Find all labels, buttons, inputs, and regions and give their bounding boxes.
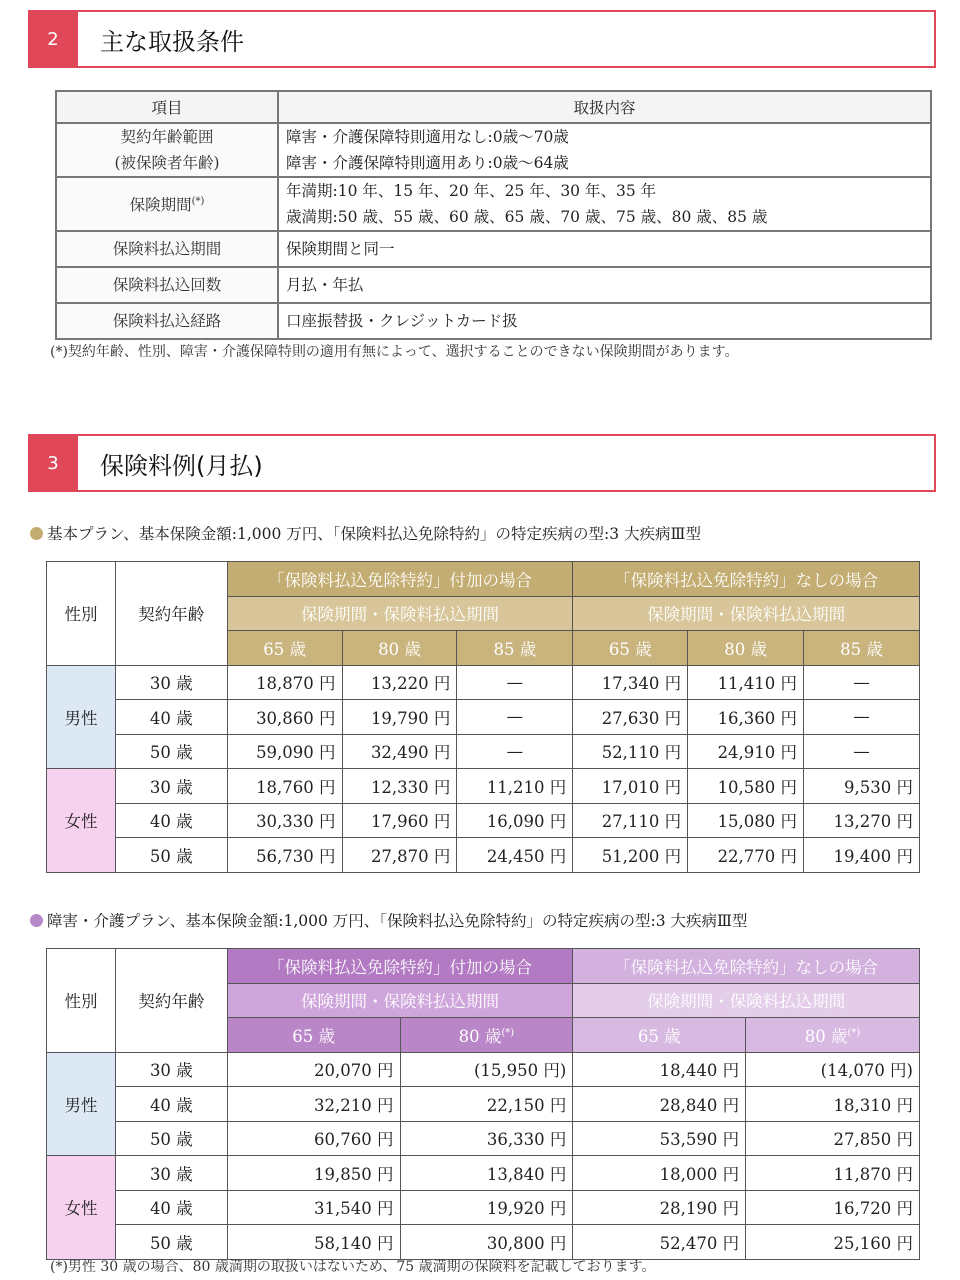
premium-cell: 11,410 円 <box>688 665 804 700</box>
premium-cell: 59,090 円 <box>227 734 342 769</box>
premium-cell: 9,530 円 <box>804 769 920 804</box>
header-term: 80 歳(*) <box>746 1018 920 1053</box>
premium-cell: 31,540 円 <box>227 1190 400 1225</box>
premium-cell: 25,160 円 <box>746 1225 920 1260</box>
sex-male: 男性 <box>47 665 116 769</box>
age-cell: 50 歳 <box>115 838 227 873</box>
premium-cell: 52,110 円 <box>573 734 688 769</box>
age-cell: 50 歳 <box>115 1225 227 1260</box>
premium-cell: 27,110 円 <box>573 803 688 838</box>
header-term: 65 歳 <box>573 631 688 666</box>
age-cell: 40 歳 <box>115 1087 227 1122</box>
row-value: 口座振替扱・クレジットカード扱 <box>278 303 931 339</box>
section-title: 主な取扱条件 <box>100 27 244 56</box>
premium-cell: 53,590 円 <box>573 1121 746 1156</box>
age-cell: 40 歳 <box>115 803 227 838</box>
table-row <box>47 700 920 735</box>
conditions-table <box>55 90 932 340</box>
table-row <box>47 803 920 838</box>
sex-female: 女性 <box>47 769 116 873</box>
premium-cell: 11,870 円 <box>746 1156 920 1191</box>
premium-cell: 19,920 円 <box>400 1190 573 1225</box>
premium-cell: 18,870 円 <box>227 665 342 700</box>
section-2-header <box>28 10 936 68</box>
header-group-without: 「保険料払込免除特約」なしの場合 <box>573 562 920 597</box>
table-row <box>47 769 920 804</box>
premium-cell: (15,950 円) <box>400 1052 573 1087</box>
premium-cell: 18,760 円 <box>227 769 342 804</box>
premium-cell: 51,200 円 <box>573 838 688 873</box>
table-row <box>47 1190 920 1225</box>
table-row <box>47 1052 920 1087</box>
premium-cell: 12,330 円 <box>342 769 457 804</box>
premium-cell: 28,840 円 <box>573 1087 746 1122</box>
bullet-icon <box>30 527 43 540</box>
premium-cell: 52,470 円 <box>573 1225 746 1260</box>
header-period: 保険期間・保険料払込期間 <box>227 983 573 1018</box>
premium-cell: 56,730 円 <box>227 838 342 873</box>
premium-cell: 24,910 円 <box>688 734 804 769</box>
table-row <box>47 1121 920 1156</box>
row-value: 年満期:10 年、15 年、20 年、25 年、30 年、35 年 歳満期:50 歳、55 歳、60 歳、65 歳、70 歳、75 歳、80 歳、85 歳 <box>278 177 931 231</box>
premium-cell: 17,340 円 <box>573 665 688 700</box>
premium-cell: 13,220 円 <box>342 665 457 700</box>
table-row <box>47 665 920 700</box>
plan1-caption: 基本プラン、基本保険金額:1,000 万円、「保険料払込免除特約」の特定疾病の型:3 大疾病Ⅲ型 <box>30 522 701 544</box>
header-group-without: 「保険料払込免除特約」なしの場合 <box>573 949 920 984</box>
age-cell: 40 歳 <box>115 700 227 735</box>
premium-cell: (14,070 円) <box>746 1052 920 1087</box>
premium-cell: 18,000 円 <box>573 1156 746 1191</box>
header-age: 契約年齢 <box>115 562 227 666</box>
premium-cell: 18,440 円 <box>573 1052 746 1087</box>
sex-female: 女性 <box>47 1156 116 1260</box>
premium-cell: 19,790 円 <box>342 700 457 735</box>
premium-table-care <box>46 948 920 1260</box>
header-age: 契約年齢 <box>115 949 227 1053</box>
section-number: 3 <box>28 436 78 490</box>
conditions-note: (*)契約年齢、性別、障害・介護保障特則の適用有無によって、選択することのできない保険期間があります。 <box>50 344 739 360</box>
premium-cell: 32,210 円 <box>227 1087 400 1122</box>
row-item: 契約年齢範囲 (被保険者年齢) <box>56 123 278 177</box>
age-cell: 50 歳 <box>115 734 227 769</box>
premium-cell: 16,720 円 <box>746 1190 920 1225</box>
premium-cell: 36,330 円 <box>400 1121 573 1156</box>
premium-cell: 32,490 円 <box>342 734 457 769</box>
age-cell: 30 歳 <box>115 665 227 700</box>
plan2-note: (*)男性 30 歳の場合、80 歳満期の取扱いはないため、75 歳満期の保険料を記載しております。 <box>50 1259 656 1275</box>
row-item: 保険料払込回数 <box>56 267 278 303</box>
header-term: 65 歳 <box>227 631 342 666</box>
premium-cell: 30,800 円 <box>400 1225 573 1260</box>
bullet-icon <box>30 914 43 927</box>
header-sex: 性別 <box>47 949 116 1053</box>
header-item: 項目 <box>56 91 278 123</box>
table-row <box>47 1225 920 1260</box>
premium-cell: 27,630 円 <box>573 700 688 735</box>
premium-cell: 60,760 円 <box>227 1121 400 1156</box>
sex-male: 男性 <box>47 1052 116 1156</box>
header-term: 65 歳 <box>227 1018 400 1053</box>
header-term: 80 歳 <box>688 631 804 666</box>
header-term: 85 歳 <box>457 631 573 666</box>
premium-cell: 28,190 円 <box>573 1190 746 1225</box>
section-3-header <box>28 434 936 492</box>
premium-cell: 58,140 円 <box>227 1225 400 1260</box>
age-cell: 30 歳 <box>115 769 227 804</box>
premium-cell: 19,400 円 <box>804 838 920 873</box>
header-term: 80 歳 <box>342 631 457 666</box>
premium-cell: 30,330 円 <box>227 803 342 838</box>
age-cell: 30 歳 <box>115 1156 227 1191</box>
premium-cell: — <box>457 734 573 769</box>
premium-cell: 10,580 円 <box>688 769 804 804</box>
premium-cell: 30,860 円 <box>227 700 342 735</box>
table-row <box>47 1087 920 1122</box>
premium-table-basic <box>46 561 920 873</box>
premium-cell: 24,450 円 <box>457 838 573 873</box>
premium-cell: 11,210 円 <box>457 769 573 804</box>
section-title: 保険料例(月払) <box>100 451 263 480</box>
table-row <box>47 1156 920 1191</box>
header-sex: 性別 <box>47 562 116 666</box>
header-term: 85 歳 <box>804 631 920 666</box>
table-row <box>47 838 920 873</box>
row-item: 保険期間(*) <box>56 177 278 231</box>
row-item: 保険料払込経路 <box>56 303 278 339</box>
premium-cell: 17,010 円 <box>573 769 688 804</box>
premium-cell: 15,080 円 <box>688 803 804 838</box>
row-value: 障害・介護保障特則適用なし:0歳～70歳 障害・介護保障特則適用あり:0歳～64歳 <box>278 123 931 177</box>
premium-cell: 16,360 円 <box>688 700 804 735</box>
premium-cell: — <box>804 665 920 700</box>
header-period: 保険期間・保険料払込期間 <box>573 596 920 631</box>
header-group-with: 「保険料払込免除特約」付加の場合 <box>227 562 573 597</box>
header-period: 保険期間・保険料払込期間 <box>227 596 573 631</box>
age-cell: 30 歳 <box>115 1052 227 1087</box>
header-group-with: 「保険料払込免除特約」付加の場合 <box>227 949 573 984</box>
premium-cell: 17,960 円 <box>342 803 457 838</box>
header-content: 取扱内容 <box>278 91 931 123</box>
premium-cell: — <box>804 734 920 769</box>
premium-cell: 27,850 円 <box>746 1121 920 1156</box>
premium-cell: — <box>457 700 573 735</box>
premium-cell: 22,770 円 <box>688 838 804 873</box>
plan2-caption: 障害・介護プラン、基本保険金額:1,000 万円、「保険料払込免除特約」の特定疾病の型:3 大疾病Ⅲ型 <box>30 909 748 931</box>
premium-cell: 22,150 円 <box>400 1087 573 1122</box>
table-row <box>47 734 920 769</box>
header-term: 80 歳(*) <box>400 1018 573 1053</box>
premium-cell: 27,870 円 <box>342 838 457 873</box>
age-cell: 40 歳 <box>115 1190 227 1225</box>
premium-cell: 16,090 円 <box>457 803 573 838</box>
header-period: 保険期間・保険料払込期間 <box>573 983 920 1018</box>
header-term: 65 歳 <box>573 1018 746 1053</box>
premium-cell: 18,310 円 <box>746 1087 920 1122</box>
premium-cell: 13,840 円 <box>400 1156 573 1191</box>
row-value: 月払・年払 <box>278 267 931 303</box>
row-value: 保険期間と同一 <box>278 231 931 267</box>
premium-cell: — <box>804 700 920 735</box>
age-cell: 50 歳 <box>115 1121 227 1156</box>
section-number: 2 <box>28 12 78 66</box>
premium-cell: 13,270 円 <box>804 803 920 838</box>
premium-cell: 19,850 円 <box>227 1156 400 1191</box>
row-item: 保険料払込期間 <box>56 231 278 267</box>
premium-cell: — <box>457 665 573 700</box>
premium-cell: 20,070 円 <box>227 1052 400 1087</box>
